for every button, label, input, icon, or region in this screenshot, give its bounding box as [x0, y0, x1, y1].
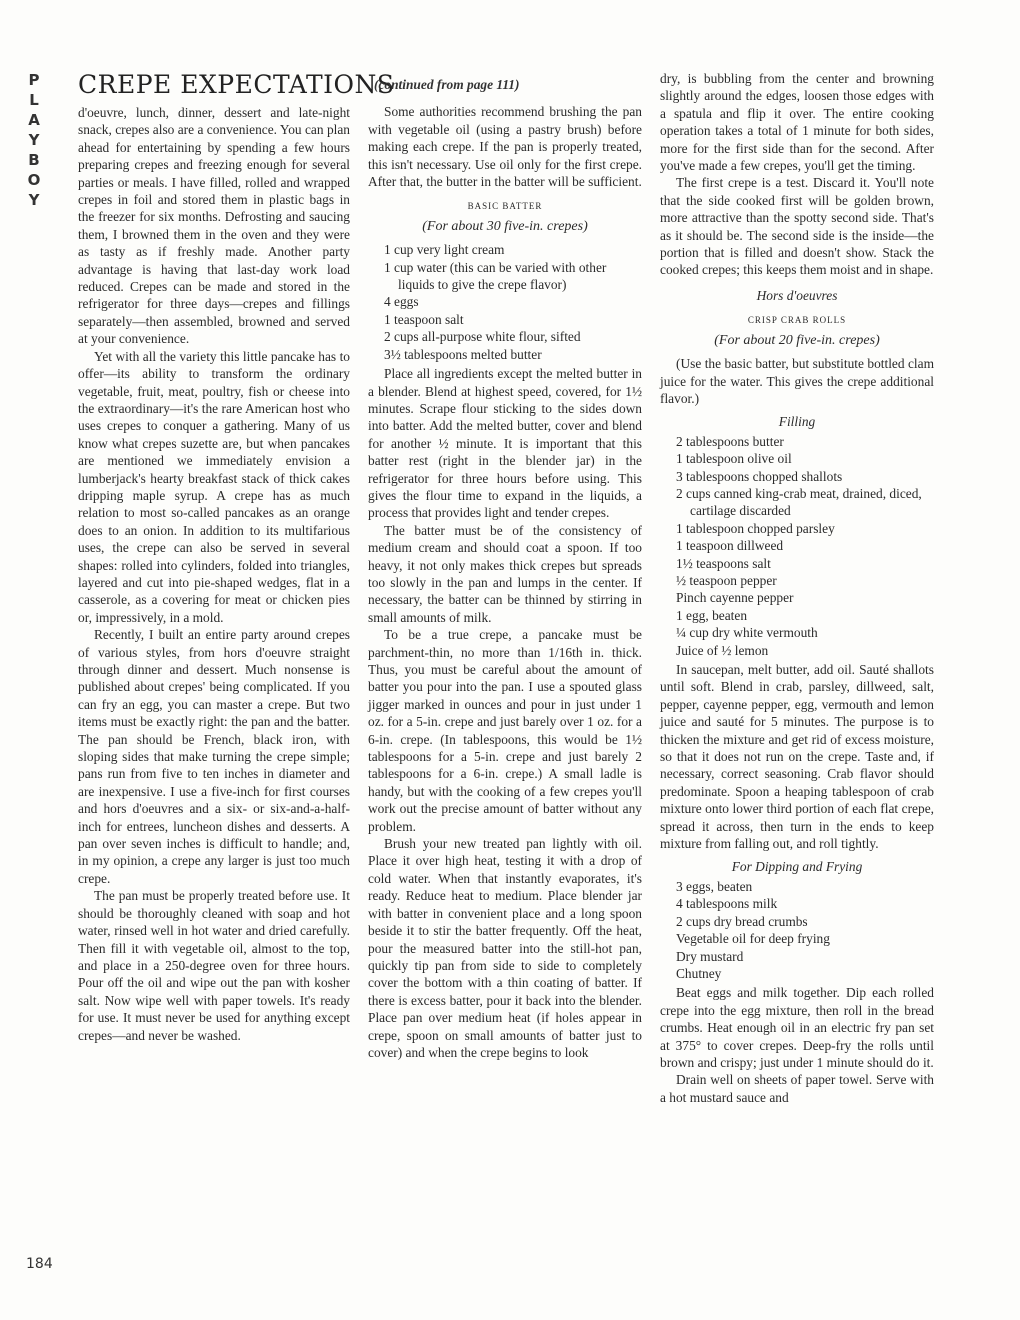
paragraph: Yet with all the variety this little pancake has to offer—its ability to transform the ordinary vegetable, fruit, meat, poultry, fish or cheese into the extraordinary—it's the rare American host who uses crepes to conquer a gathering. Many of us know what crepes suzette are, but when pancakes are mentioned we immediately envision a lumberjack's hearty breakfast stack of thick cakes dripping maple syrup. A crepe has as much relation to most so-called pancakes as an orange does to an onion. In addition to its multifarious uses, the crepe can also be served in several shapes: rolled into cylinders, folded into triangles, layered and cut into pie-shaped wedges, flat in a casserole, as a covering for meat or chicken pies or, impressively, in a mold. — [78, 348, 350, 625]
ingredient: 3 eggs, beaten — [676, 878, 753, 894]
ingredient: Juice of ½ lemon — [676, 642, 769, 658]
paragraph: Some authorities recommend brushing the pan with vegetable oil (using a pastry brush) before making each crepe. If the pan is properly treated, this isn't necessary. Use oil only for the first crepe. After that, the butter in the batter will be sufficient. — [368, 104, 642, 190]
paragraph: d'oeuvre, lunch, dinner, dessert and late-night snack, crepes also are a convenience. You can plan ahead for entertaining by spending a few hours preparing crepes and freezing enough for several parties or meals. I have filled, rolled and wrapped crepes in foil and stored them in plastic bags in the freezer for six months. Defrosting and saucing them, I browned them in the oven and they were as tasty as if freshly made. Another party advantage is having that last-day work load reduced. Crepes can be made and stored in the refrigerator for three days—crepes and fillings separately—then assembled, browned and served at your convenience. — [78, 105, 350, 347]
paragraph: Place all ingredients except the melted butter in a blender. Blend at highest speed, covered, for 1½ minutes. Scrape flour sticking to the sides down into batter. Add the melted butter, cover and blend for another ½ minute. It is important that this batter rest (right in the blender jar) in the refrigerator for three hours before using. This gives the flour time to expand in the liquids, a process that provides light and tender crepes. — [368, 366, 642, 521]
paragraph: Drain well on sheets of paper towel. Serve with a hot mustard sauce and — [660, 1072, 934, 1105]
ingredient: 2 tablespoons butter — [676, 433, 784, 449]
ingredient: Pinch cayenne pepper — [676, 590, 794, 606]
ingredient: 2 cups canned king-crab meat, drained, diced, cartilage discarded — [676, 485, 922, 519]
recipe-yield: (For about 20 five-in. crepes) — [714, 332, 880, 348]
ingredient: 1 cup very light cream — [384, 242, 505, 258]
filling-heading: Filling — [778, 414, 816, 430]
ingredient: 1½ teaspoons salt — [676, 555, 771, 571]
paragraph: dry, is bubbling from the center and browning slightly around the edges, loosen those edges with a spatula and flip it over. The entire cooking operation takes a total of 1 minute for both sides, more for the first side than for the second. After you've made a few crepes, you'll get the timing. — [660, 71, 934, 174]
ingredient: Chutney — [676, 965, 722, 981]
ingredient: 1 tablespoon olive oil — [676, 451, 792, 467]
ingredient: Vegetable oil for deep frying — [676, 931, 830, 947]
section-heading: Hors d'oeuvres — [756, 287, 838, 303]
paragraph: To be a true crepe, a pancake must be parchment-thin, no more than 1/16th in. thick. Thus, you must be careful about the amount of batter you pour into the pan. I use a spouted glass jigger marked in ounces and pour in just under 1 oz. for a 5-in. crepe and just barely over 1 oz. for a 6-in. crepe. (In tablespoons, this would be 1½ tablespoons for a 5-in. crepe and just barely 2 tablespoons for a 6-in. crepe.) A small ladle is handy, but with the cooking of a few crepes you'll work out the precise amount of batter without any problem. — [368, 627, 642, 834]
ingredient: 3 tablespoons chopped shallots — [676, 468, 843, 484]
paragraph: In saucepan, melt butter, add oil. Sauté shallots until soft. Blend in crab, parsley, dillweed, salt, pepper, cayenne pepper, egg, vermouth and lemon juice and sauté for 5 minutes. The purpose is to thicken the mixture and get rid of excess moisture, so that it does not run on the crepe. Taste and, if necessary, correct seasoning. Crab flavor should predominate. Spoon a heaping tablespoon of crab mixture onto lower third portion of each flat crepe, spread it across, then turn in the ends to keep mixture from falling out, and roll tightly. — [660, 662, 934, 852]
ingredient: 1 egg, beaten — [676, 607, 748, 623]
ingredient: 2 cups all-purpose white flour, sifted — [384, 329, 581, 345]
ingredient: Dry mustard — [676, 948, 744, 964]
ingredient: ½ teaspoon pepper — [676, 572, 777, 588]
ingredient: 1 tablespoon chopped parsley — [676, 520, 835, 536]
ingredient: 1 cup water (this can be varied with other liquids to give the crepe flavor) — [384, 259, 607, 293]
ingredient: 4 tablespoons milk — [676, 896, 778, 912]
ingredient: 2 cups dry bread crumbs — [676, 913, 808, 929]
paragraph: The batter must be of the consistency of medium cream and should coat a spoon. If too heavy, it not only makes thick crepes but spreads too slowly in the pan and lumps in the center. If necessary, the batter can be thinned by stirring in small amounts of milk. — [368, 522, 642, 625]
recipe-heading: CRISP CRAB ROLLS — [747, 315, 847, 326]
ingredient-list — [660, 878, 934, 982]
continued-note: (continued from page 111) — [374, 77, 520, 92]
ingredient: ¼ cup dry white vermouth — [676, 625, 818, 641]
magazine-name-vertical: P L A Y B O Y — [27, 71, 41, 209]
recipe-heading: BASIC BATTER — [467, 201, 543, 212]
column-1 — [78, 70, 395, 1044]
paragraph: Beat eggs and milk together. Dip each rolled crepe into the egg mixture, then roll in the bread crumbs. Heat enough oil in an electric fry pan set at 375° to cover crepes. Deep-fry the rolls until brown and crispy; just under 1 minute should do it. — [660, 985, 934, 1070]
column-3 — [660, 70, 934, 1106]
dipping-heading: For Dipping and Frying — [731, 859, 863, 875]
paragraph: The first crepe is a test. Discard it. You'll note that the side cooked first will be golden brown, more attractive than the spotty second side. That's as it should be. The second side is the inside—the portion that is filled and doesn't show. Stack the cooked crepes; this keeps them moist and in shape. — [660, 175, 934, 278]
article-title: CREPE EXPECTATIONS — [78, 70, 395, 99]
paragraph: The pan must be properly treated before use. It should be thoroughly cleaned with soap and hot water, rinsed well in hot water and dried carefully. Then fill it with vegetable oil, almost to the top, and place in a 250-degree oven for three hours. Pour off the oil and wipe out the pan with kosher salt. Now wipe well with paper towels. It's ready for use. It must never be used for anything except crepes—and never be washed. — [78, 888, 350, 1043]
ingredient-list — [660, 433, 934, 659]
ingredient: 4 eggs — [384, 294, 419, 310]
recipe-yield: (For about 30 five-in. crepes) — [422, 218, 588, 234]
paragraph: Recently, I built an entire party around crepes of various styles, from hors d'oeuvre straight through dinner and dessert. Much nonsense is published about crepes' being complicated. If you can fry an egg, you can master a crepe. But two items must be exactly right: the pan and the batter. The pan should be French, black iron, with sloping sides that make turning the crepe simple; pans run from five to ten inches in diameter and are inexpensive. I use a five-inch for first courses and hors d'oeuvres and a six- or six-and-a-half-inch for entrees, luncheon dishes and desserts. A pan over seven inches is difficult to handle; and, in my opinion, a crepe any larger is just too much crepe. — [78, 627, 350, 886]
ingredient: 3½ tablespoons melted butter — [384, 346, 542, 362]
ingredient-list — [368, 241, 642, 363]
paragraph: Brush your new treated pan lightly with oil. Place it over high heat, testing it with a drop of cold water. When that instantly evaporates, it's ready. Reduce heat to medium. Place blender jar with batter in convenient place and a long spoon beside it to stir the batter frequently. Off the heat, pour the measured batter into the still-hot pan, quickly tip pan from side to side to completely cover the bottom with a thin coating of batter. If there is excess batter, pour it back into the blender. Place pan over medium heat (if holes appear in crepe, spoon on small amounts of batter just to cover) and when the crepe begins to look — [368, 836, 642, 1060]
column-2 — [368, 76, 642, 1061]
page-number: 184 — [26, 1256, 53, 1272]
recipe-note: (Use the basic batter, but substitute bottled clam juice for the water. This gives the crepe additional flavor.) — [660, 356, 934, 406]
ingredient: 1 teaspoon dillweed — [676, 538, 784, 554]
ingredient: 1 teaspoon salt — [384, 311, 464, 327]
